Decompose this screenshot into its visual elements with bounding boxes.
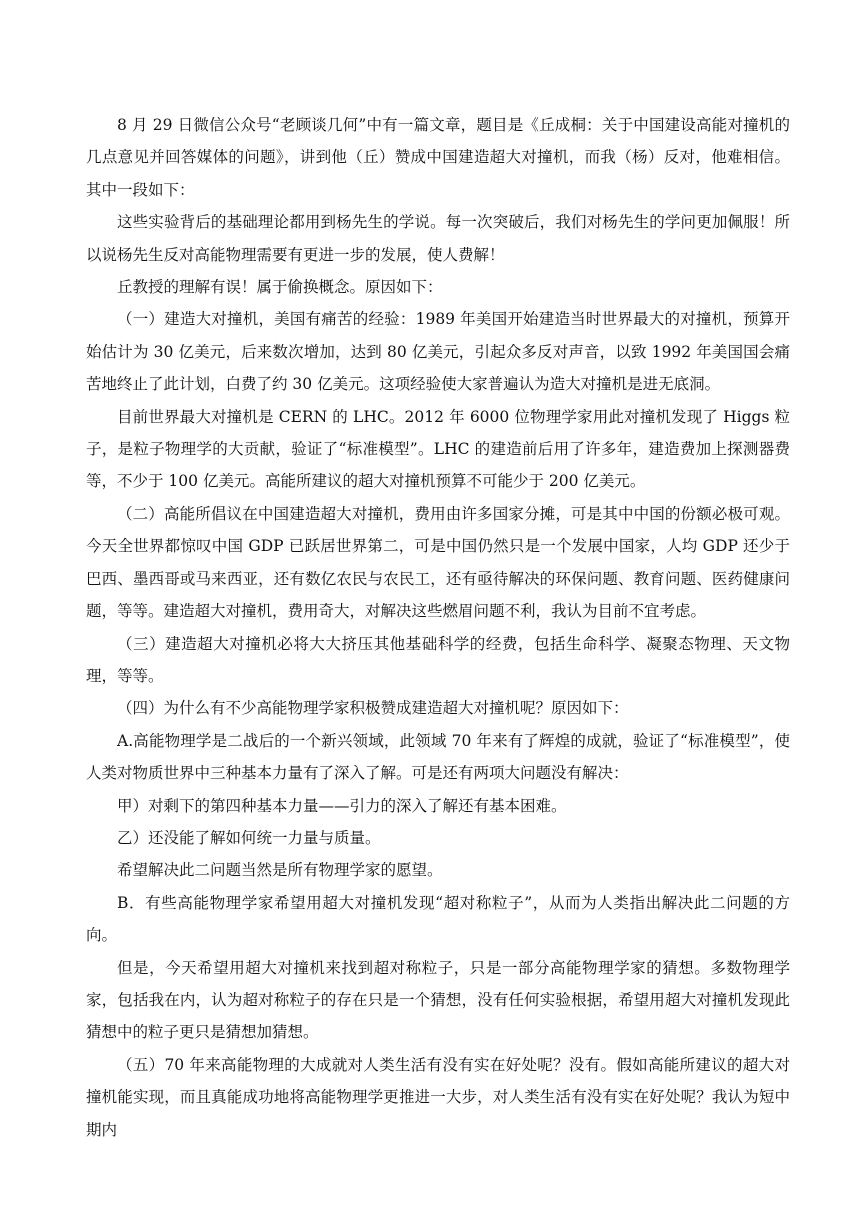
paragraph-intro: 8 月 29 日微信公众号“老顾谈几何”中有一篇文章，题目是《丘成桐：关于中国建设高能对撞机的几点意见并回答媒体的问题》，讲到他（丘）赞成中国建造超大对撞机，而我（杨）反对，他难相信。其中一段如下：: [86, 116, 790, 199]
paragraph-lhc: 目前世界最大对撞机是 CERN 的 LHC。2012 年 6000 位物理学家用此对撞机发现了 Higgs 粒子，是粒子物理学的大贡献，验证了“标准模型”。LHC 的建造前后用了许多年，建造费加上探测器费等，不少于 100 亿美元。高能所建议的超大对撞机预算不可能少于 200 亿美元。: [86, 407, 790, 491]
document-body: [86, 109, 790, 1146]
paragraph-point-4a-jia: 甲）对剩下的第四种基本力量——引力的深入了解还有基本困难。: [117, 796, 567, 815]
paragraph-point-4: （四）为什么有不少高能物理学家积极赞成建造超大对撞机呢？原因如下：: [117, 699, 629, 718]
paragraph-point-2: （二）高能所倡议在中国建造超大对撞机，费用由许多国家分摊，可是其中中国的份额必极可观。今天全世界都惊叹中国 GDP 已跃居世界第二，可是中国仍然只是一个发展中国家，人均 GDP 还少于巴西、墨西哥或马来西亚，还有数亿农民与农民工，还有亟待解决的环保问题、教育问题、医药健康问题，等等。建造超大对撞机，费用奇大，对解决这些燃眉问题不利，我认为目前不宜考虑。: [86, 504, 790, 621]
paragraph-point-4b: B．有些高能物理学家希望用超大对撞机发现“超对称粒子”，从而为人类指出解决此二问题的方向。: [86, 893, 790, 945]
paragraph-point-1: （一）建造大对撞机，美国有痛苦的经验：1989 年美国开始建造当时世界最大的对撞机，预算开始估计为 30 亿美元，后来数次增加，达到 80 亿美元，引起众多反对声音，以致 1992 年美国国会痛苦地终止了此计划，白费了约 30 亿美元。这项经验使大家普遍认为造大对撞机是进无底洞。: [86, 310, 790, 394]
paragraph-point-4a: A.高能物理学是二战后的一个新兴领域，此领域 70 年来有了辉煌的成就，验证了“标准模型”，使人类对物质世界中三种基本力量有了深入了解。可是还有两项大问题没有解决：: [86, 731, 790, 783]
paragraph-point-5: （五）70 年来高能物理的大成就对人类生活有没有实在好处呢？没有。假如高能所建议的超大对撞机能实现，而且真能成功地将高能物理学更推进一大步，对人类生活有没有实在好处呢？我认为短中期内: [86, 1055, 790, 1139]
paragraph-response: 丘教授的理解有误！属于偷换概念。原因如下：: [117, 278, 443, 297]
paragraph-however: 但是，今天希望用超大对撞机来找到超对称粒子，只是一部分高能物理学家的猜想。多数物理学家，包括我在内，认为超对称粒子的存在只是一个猜想，没有任何实验根据，希望用超大对撞机发现此猜想中的粒子更只是猜想加猜想。: [86, 958, 790, 1042]
paragraph-point-3: （三）建造超大对撞机必将大大挤压其他基础科学的经费，包括生命科学、凝聚态物理、天文物理，等等。: [86, 634, 790, 685]
paragraph-point-4a-yi: 乙）还没能了解如何统一力量与质量。: [117, 828, 381, 847]
paragraph-hope: 希望解决此二问题当然是所有物理学家的愿望。: [117, 861, 443, 880]
paragraph-quote: 这些实验背后的基础理论都用到杨先生的学说。每一次突破后，我们对杨先生的学问更加佩服！所以说杨先生反对高能物理需要有更进一步的发展，使人费解！: [86, 213, 790, 264]
